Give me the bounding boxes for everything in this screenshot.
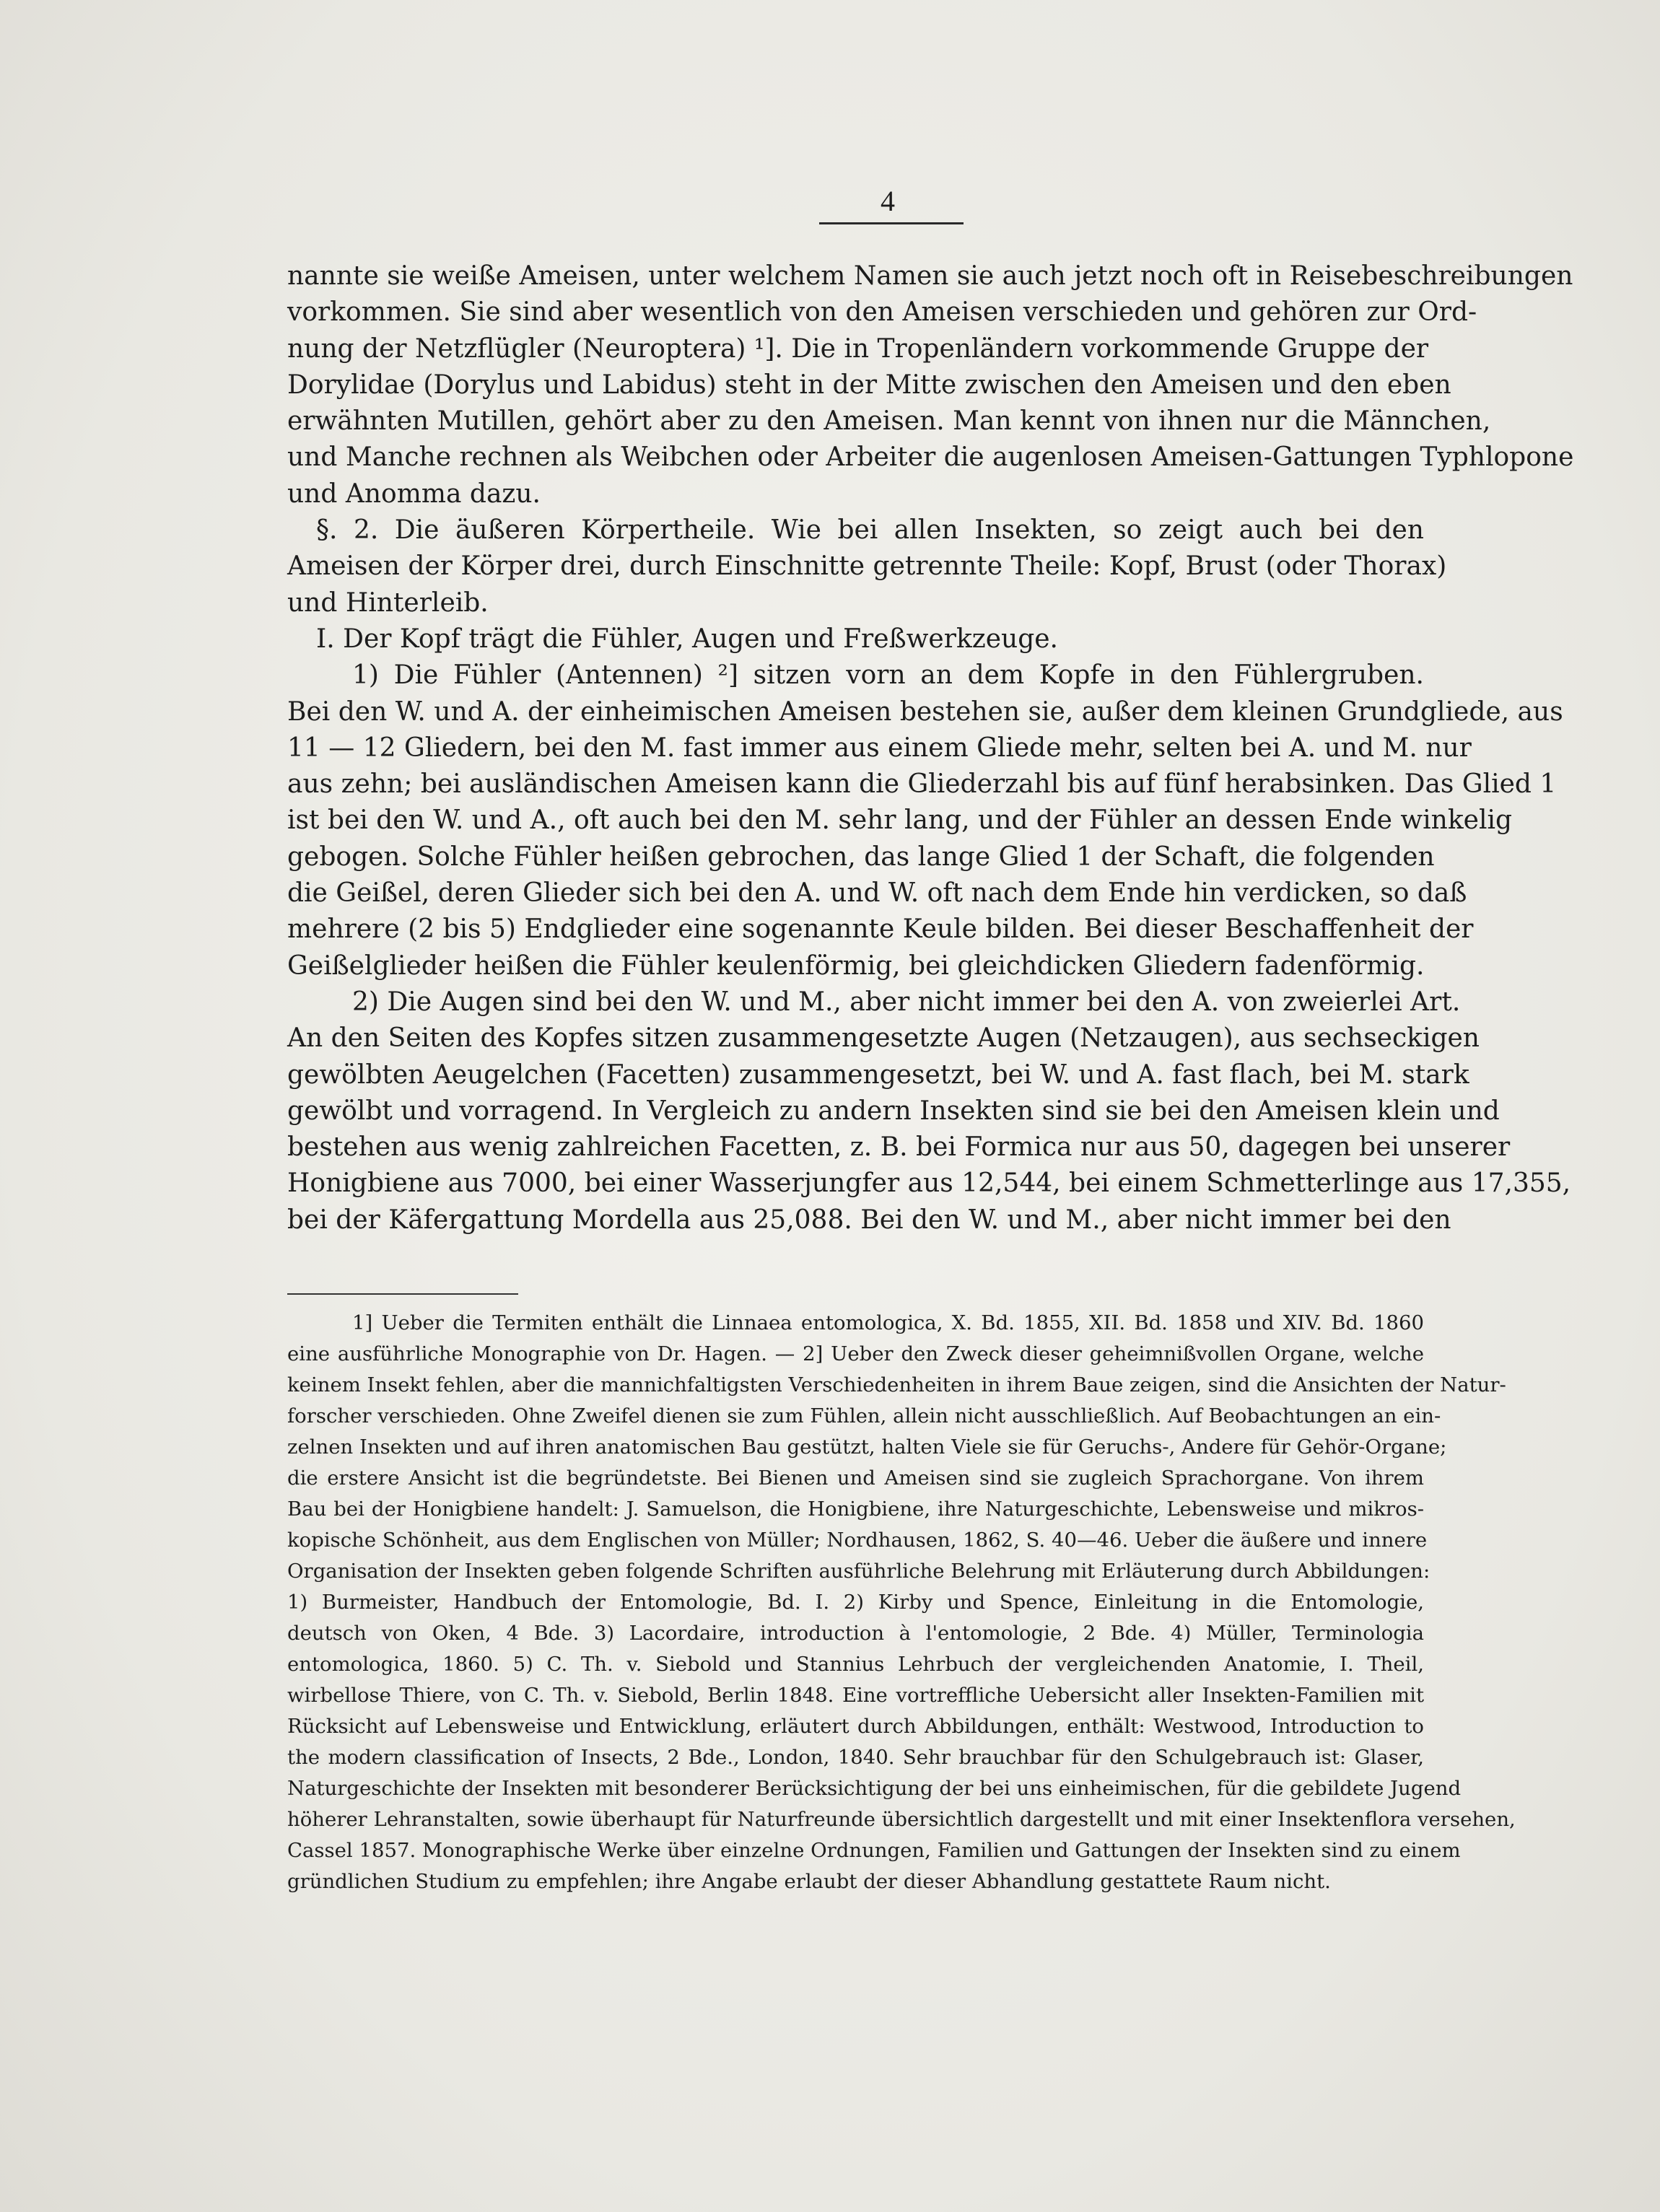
footnote-line: Cassel 1857. Monographische Werke über einzelne Ordnungen, Familien und Gattungen der Insekten sind zu einem	[287, 1839, 1461, 1862]
footnote-line: 1] Ueber die Termiten enthält die Linnaea entomologica, X. Bd. 1855, XII. Bd. 1858 und XIV. Bd. 1860	[352, 1311, 1424, 1334]
text-line: 2) Die Augen sind bei den W. und M., aber nicht immer bei den A. von zweierlei Art.	[352, 987, 1461, 1017]
page-number-rule	[819, 222, 964, 224]
footnote-line: Organisation der Insekten geben folgende Schriften ausführliche Belehrung mit Erläuterung durch Abbildungen:	[287, 1560, 1430, 1583]
text-line: bestehen aus wenig zahlreichen Facetten, z. B. bei Formica nur aus 50, dagegen bei unserer	[287, 1132, 1511, 1163]
main-text	[287, 258, 1574, 1238]
text-line: erwähnten Mutillen, gehört aber zu den Ameisen. Man kennt von ihnen nur die Männchen,	[287, 406, 1491, 437]
text-line: aus zehn; bei ausländischen Ameisen kann die Gliederzahl bis auf fünf herabsinken. Das Glied 1	[287, 769, 1557, 800]
footnote-line: kopische Schönheit, aus dem Englischen von Müller; Nordhausen, 1862, S. 40—46. Ueber die äußere und innere	[287, 1529, 1428, 1552]
text-line: An den Seiten des Kopfes sitzen zusammengesetzte Augen (Netzaugen), aus sechseckigen	[287, 1023, 1480, 1054]
text-line: vorkommen. Sie sind aber wesentlich von den Ameisen verschieden und gehören zur Ord-	[287, 297, 1477, 328]
text-line: §. 2. Die äußeren Körpertheile. Wie bei allen Insekten, so zeigt auch bei den	[316, 515, 1424, 546]
text-line: gewölbt und vorragend. In Vergleich zu andern Insekten sind sie bei den Ameisen klein und	[287, 1096, 1500, 1126]
text-line: gebogen. Solche Fühler heißen gebrochen, das lange Glied 1 der Schaft, die folgenden	[287, 841, 1435, 872]
footnote-line: Naturgeschichte der Insekten mit besonderer Berücksichtigung der bei uns einheimischen, für die gebildete Jugend	[287, 1777, 1462, 1800]
footnote-line: forscher verschieden. Ohne Zweifel dienen sie zum Fühlen, allein nicht ausschließlich. Auf Beobachtungen an ein-	[287, 1404, 1441, 1428]
text-line: gewölbten Aeugelchen (Facetten) zusammengesetzt, bei W. und A. fast flach, bei M. stark	[287, 1059, 1469, 1090]
page-number: 4	[881, 185, 895, 217]
footnote-line: zelnen Insekten und auf ihren anatomischen Bau gestützt, halten Viele sie für Geruchs-, Andere für Gehör-Organe;	[287, 1435, 1447, 1459]
footnote-line: entomologica, 1860. 5) C. Th. v. Siebold und Stannius Lehrbuch der vergleichenden Anatomie, I. Theil,	[287, 1653, 1424, 1676]
text-line: nannte sie weiße Ameisen, unter welchem Namen sie auch jetzt noch oft in Reisebeschreibungen	[287, 261, 1573, 291]
footnote-line: die erstere Ansicht ist die begründetste. Bei Bienen und Ameisen sind sie zugleich Sprachorgane. Von ihrem	[287, 1466, 1424, 1490]
text-line: und Anomma dazu.	[287, 478, 541, 509]
footnote-line: wirbellose Thiere, von C. Th. v. Siebold, Berlin 1848. Eine vortreffliche Uebersicht aller Insekten-Familien mit	[287, 1684, 1424, 1707]
footnote-line: Bau bei der Honigbiene handelt: J. Samuelson, die Honigbiene, ihre Naturgeschichte, Lebensweise und mikros-	[287, 1498, 1424, 1521]
footnote-line: Rücksicht auf Lebensweise und Entwicklung, erläutert durch Abbildungen, enthält: Westwood, Introduction to	[287, 1715, 1424, 1738]
text-line: und Hinterleib.	[287, 587, 489, 618]
footnote-line: eine ausführliche Monographie von Dr. Hagen. — 2] Ueber den Zweck dieser geheimnißvollen Organe, welche	[287, 1342, 1424, 1365]
footnote-line: gründlichen Studium zu empfehlen; ihre Angabe erlaubt der dieser Abhandlung gestattete Raum nicht.	[287, 1870, 1331, 1893]
text-line: mehrere (2 bis 5) Endglieder eine sogenannte Keule bilden. Bei dieser Beschaffenheit der	[287, 914, 1474, 945]
text-line: Ameisen der Körper drei, durch Einschnitte getrennte Theile: Kopf, Brust (oder Thorax)	[287, 551, 1447, 582]
footnotes	[287, 1308, 1516, 1897]
footnote-line: deutsch von Oken, 4 Bde. 3) Lacordaire, introduction à l'entomologie, 2 Bde. 4) Müller, Terminologia	[287, 1622, 1424, 1645]
footnote-separator	[287, 1293, 518, 1295]
footnote-line: höherer Lehranstalten, sowie überhaupt für Naturfreunde übersichtlich dargestellt und mit einer Insektenflora versehen,	[287, 1808, 1516, 1831]
footnote-line: the modern classification of Insects, 2 Bde., London, 1840. Sehr brauchbar für den Schulgebrauch ist: Glaser,	[287, 1746, 1424, 1769]
text-line: Honigbiene aus 7000, bei einer Wasserjungfer aus 12,544, bei einem Schmetterlinge aus 17,355,	[287, 1168, 1571, 1199]
text-line: und Manche rechnen als Weibchen oder Arbeiter die augenlosen Ameisen-Gattungen Typhlopone	[287, 442, 1574, 473]
text-line: Dorylidae (Dorylus und Labidus) steht in der Mitte zwischen den Ameisen und den eben	[287, 370, 1451, 400]
text-line: Bei den W. und A. der einheimischen Ameisen bestehen sie, außer dem kleinen Grundgliede, aus	[287, 696, 1563, 727]
text-line: nung der Netzflügler (Neuroptera) ¹]. Die in Tropenländern vorkommende Gruppe der	[287, 333, 1429, 364]
text-line: ist bei den W. und A., oft auch bei den M. sehr lang, und der Fühler an dessen Ende winkelig	[287, 805, 1513, 836]
text-line: I. Der Kopf trägt die Fühler, Augen und Freßwerkzeuge.	[316, 624, 1059, 654]
text-line: bei der Käfergattung Mordella aus 25,088. Bei den W. und M., aber nicht immer bei den	[287, 1205, 1451, 1235]
text-line: 1) Die Fühler (Antennen) ²] sitzen vorn an dem Kopfe in den Fühlergruben.	[352, 660, 1424, 691]
footnote-line: 1) Burmeister, Handbuch der Entomologie, Bd. I. 2) Kirby und Spence, Einleitung in die Entomologie,	[287, 1591, 1424, 1614]
text-line: die Geißel, deren Glieder sich bei den A. und W. oft nach dem Ende hin verdicken, so daß	[287, 878, 1467, 909]
text-line: 11 — 12 Gliedern, bei den M. fast immer aus einem Gliede mehr, selten bei A. und M. nur	[287, 733, 1472, 763]
footnote-line: keinem Insekt fehlen, aber die mannichfaltigsten Verschiedenheiten in ihrem Baue zeigen, sind die Ansichten der Natur-	[287, 1373, 1506, 1396]
text-line: Geißelglieder heißen die Fühler keulenförmig, bei gleichdicken Gliedern fadenförmig.	[287, 950, 1425, 981]
